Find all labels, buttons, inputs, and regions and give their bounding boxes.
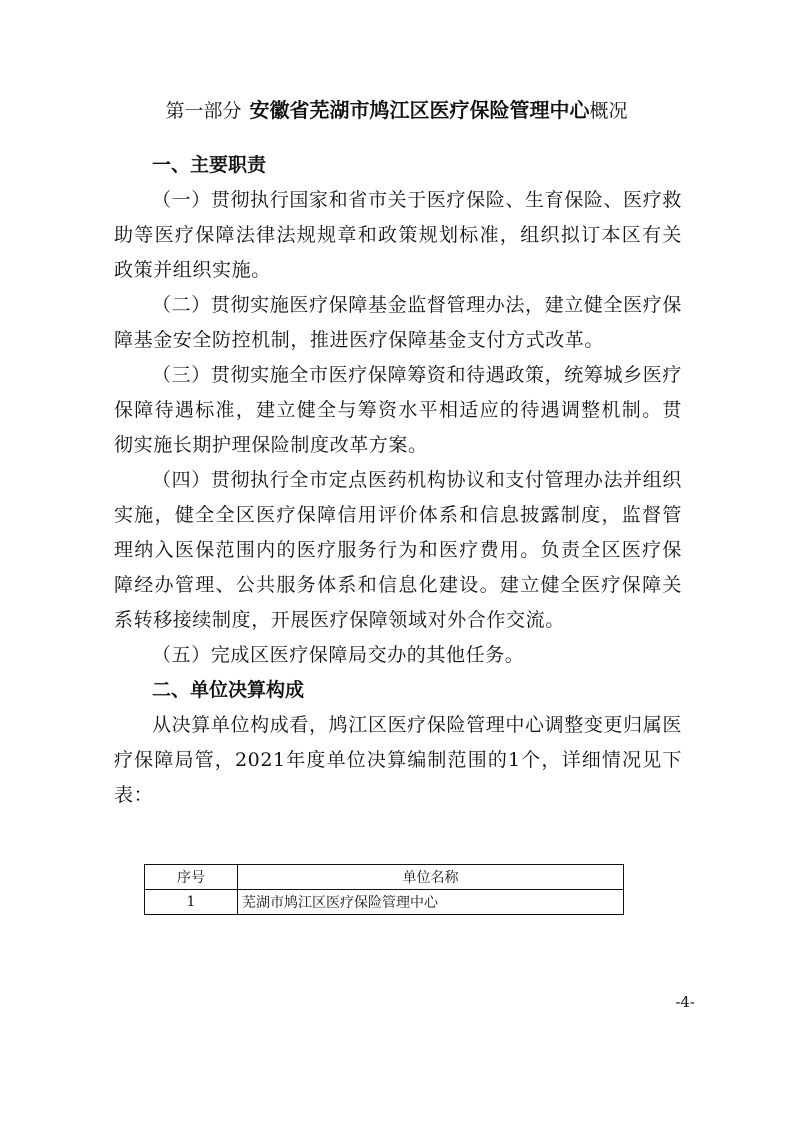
title-suffix: 概况 [589, 100, 628, 122]
paragraph: 从决算单位构成看，鸠江区医疗保险管理中心调整变更归属医疗保障局管，2021年度单位决算编制范围的1个，详细情况见下表： [114, 714, 682, 806]
paragraph: （二）贯彻实施医疗保障基金监督管理办法，建立健全医疗保障基金安全防控机制，推进医疗保障基金支付方式改革。 [114, 294, 682, 351]
page-title [0, 94, 793, 127]
table-header-cell: 单位名称 [238, 865, 624, 890]
table-header-row [145, 865, 624, 890]
body-content [114, 148, 682, 813]
paragraph: （一）贯彻执行国家和省市关于医疗保险、生育保险、医疗救助等医疗保障法律法规规章和政策规划标准，组织拟订本区有关政策并组织实施。 [114, 189, 682, 281]
title-main: 安徽省芜湖市鸠江区医疗保险管理中心 [249, 98, 590, 122]
unit-table [144, 864, 624, 915]
paragraph: （四）贯彻执行全市定点医药机构协议和支付管理办法并组织实施，健全全区医疗保障信用评价体系和信息披露制度，监督管理纳入医保范围内的医疗服务行为和医疗费用。负责全区医疗保障经办管理、公共服务体系和信息化建设。建立健全医疗保障关系转移接续制度，开展医疗保障领域对外合作交流。 [114, 469, 682, 631]
table-cell-unit-name: 芜湖市鸠江区医疗保险管理中心 [238, 890, 624, 915]
section-heading-composition: 二、单位决算构成 [152, 679, 305, 701]
paragraph: （五）完成区医疗保障局交办的其他任务。 [152, 644, 525, 666]
unit-table-container [144, 864, 624, 915]
title-prefix: 第一部分 [165, 100, 242, 122]
paragraph: （三）贯彻实施全市医疗保障筹资和待遇政策，统筹城乡医疗保障待遇标准，建立健全与筹资水平相适应的待遇调整机制。贯彻实施长期护理保险制度改革方案。 [114, 364, 682, 456]
section-heading-duties: 一、主要职责 [152, 154, 267, 176]
table-cell-index: 1 [145, 890, 238, 915]
table-row [145, 890, 624, 915]
page-number: -4- [675, 993, 695, 1011]
table-header-cell: 序号 [145, 865, 238, 890]
